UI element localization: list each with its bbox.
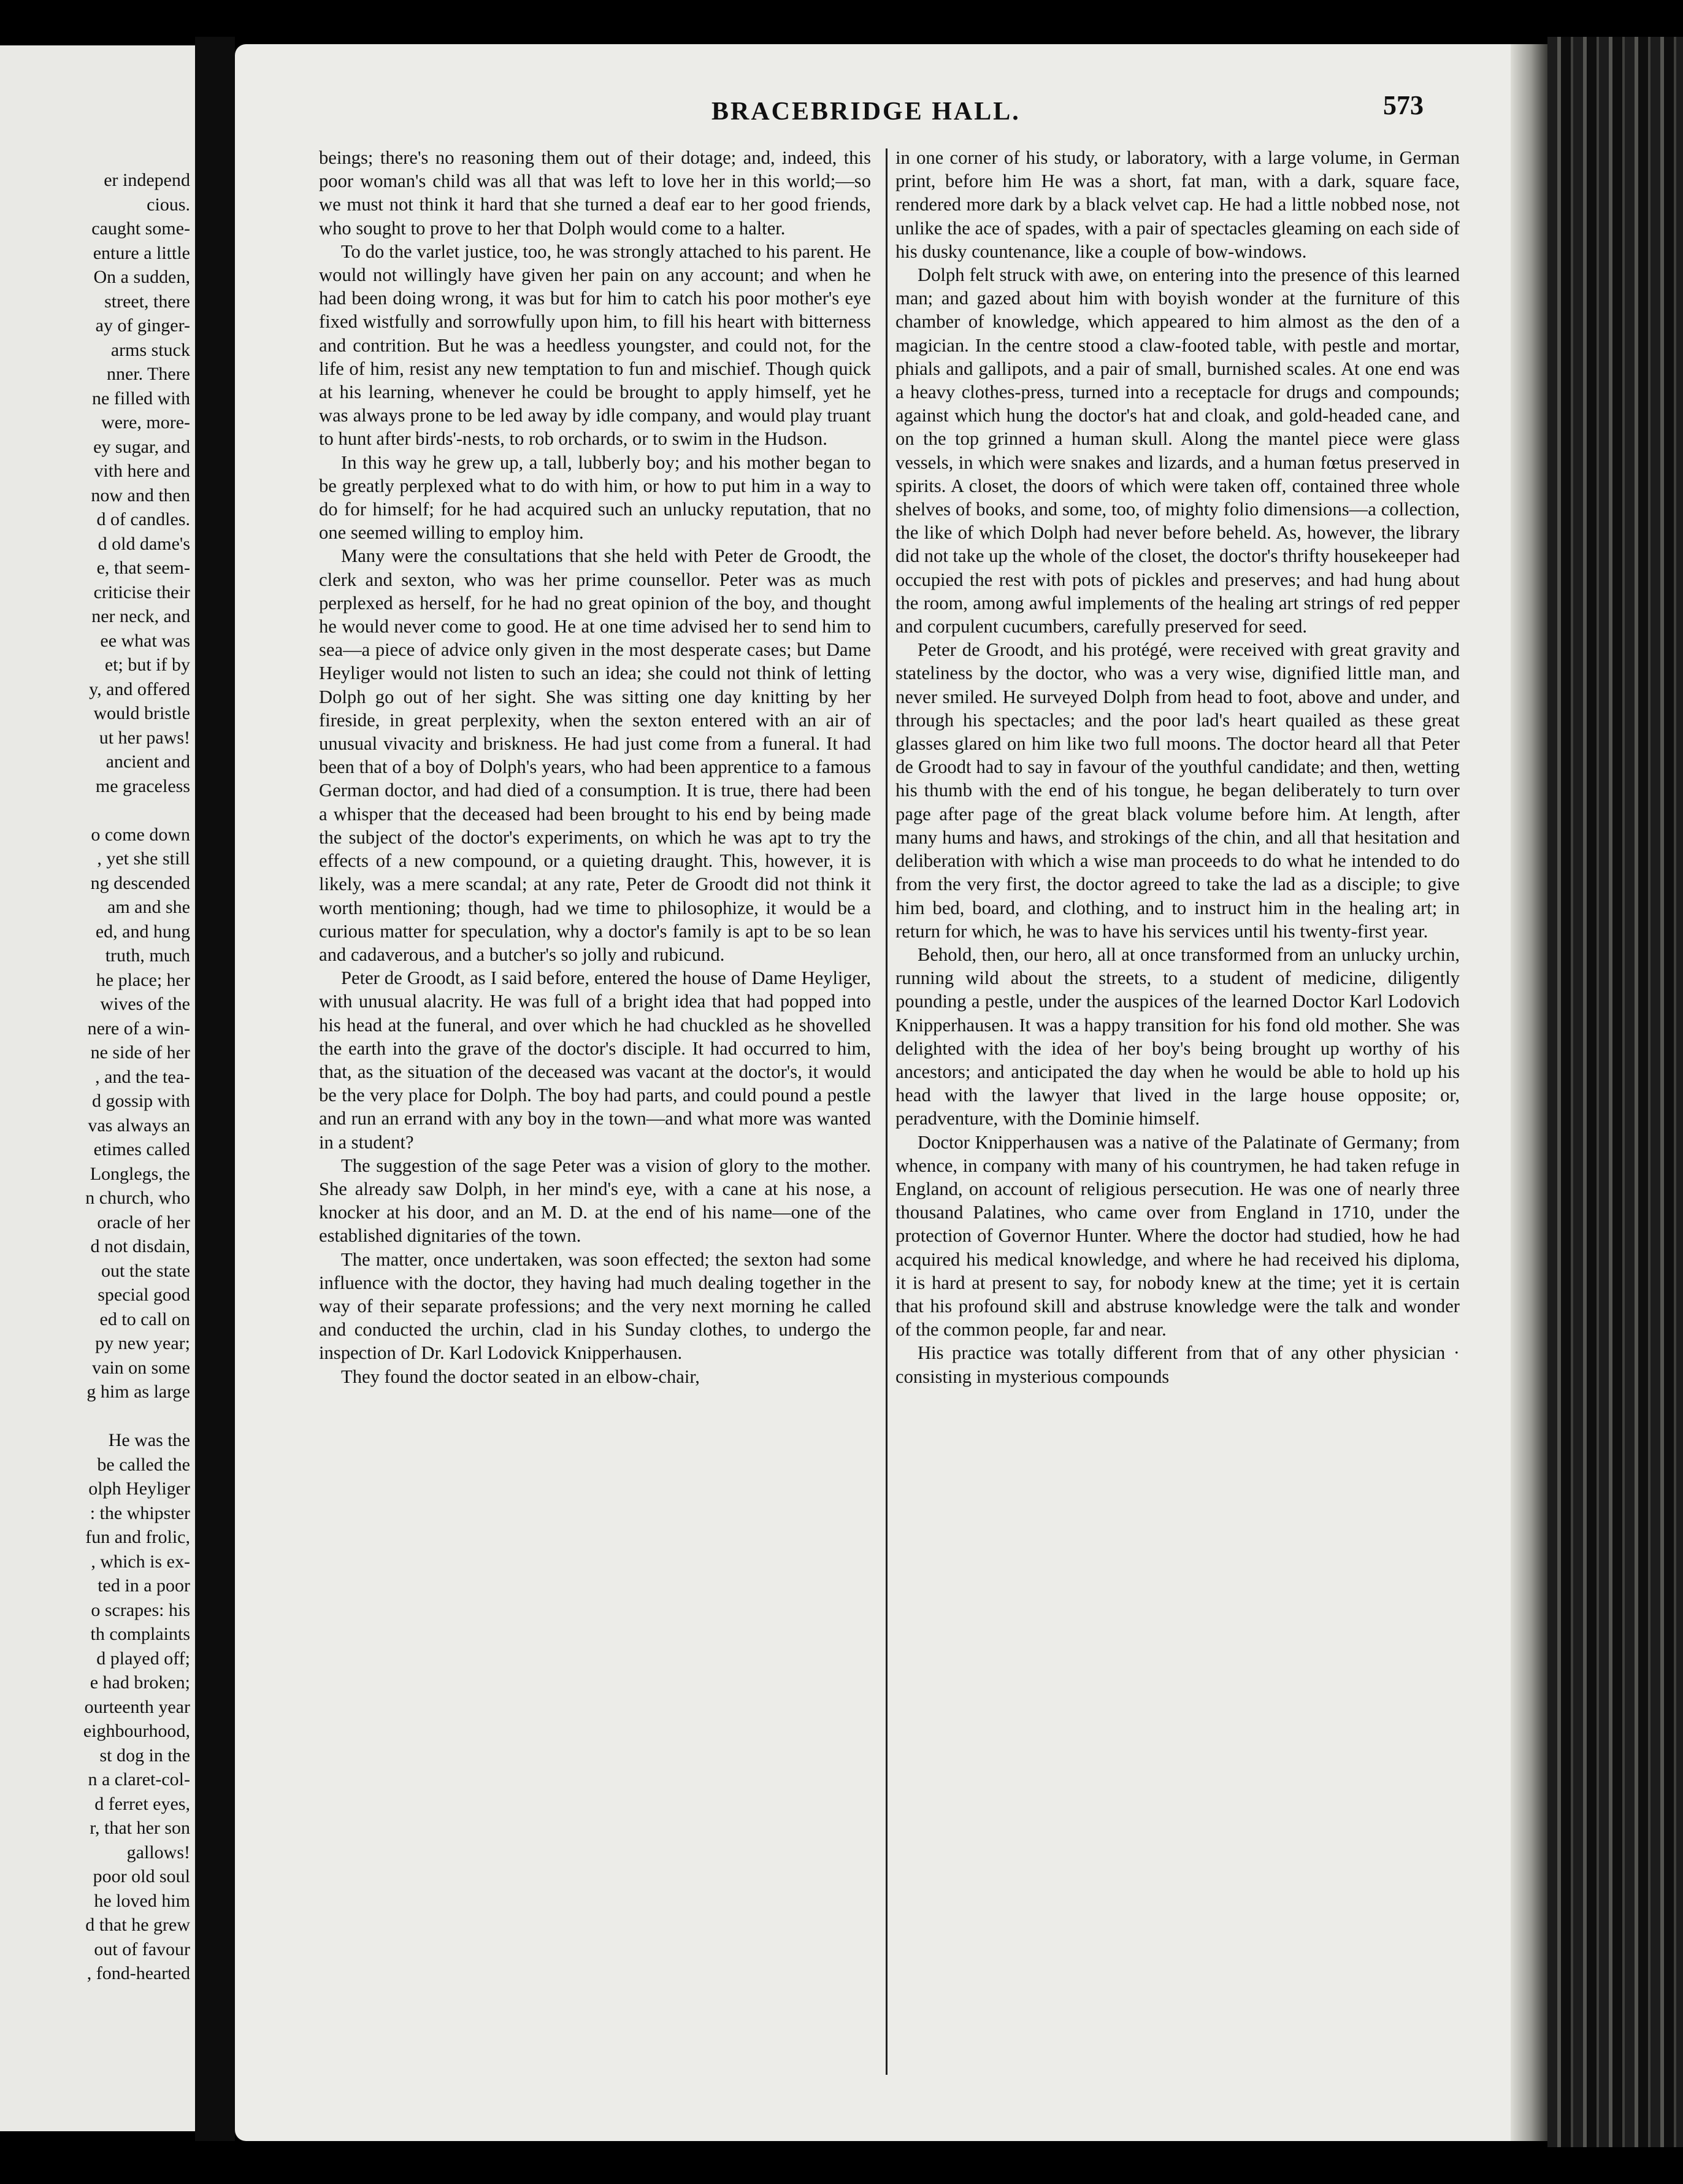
fragment-line xyxy=(1,1404,190,1429)
fragment-line: o scrapes: his xyxy=(91,1599,190,1620)
fragment-line: ourteenth year xyxy=(84,1696,190,1717)
fragment-line: caught some- xyxy=(91,218,190,239)
fragment-line: n a claret-col- xyxy=(88,1769,190,1790)
fragment-line: ee what was xyxy=(100,630,190,651)
fragment-line: he loved him xyxy=(94,1890,190,1911)
fragment-line: d that he grew xyxy=(85,1915,190,1935)
fragment-line: ay of ginger- xyxy=(95,315,190,336)
paragraph: His practice was totally different from that of any other physician · consisting in mysterious compounds xyxy=(895,1342,1460,1387)
fragment-line: He was the xyxy=(108,1430,190,1450)
fragment-line: g him as large xyxy=(86,1382,190,1402)
fragment-line: me graceless xyxy=(95,775,190,796)
fragment-line: , yet she still xyxy=(97,848,190,869)
fragment-line: ne side of her xyxy=(90,1042,190,1063)
fragment-line: , and the tea- xyxy=(95,1066,190,1087)
fragment-line: ted in a poor xyxy=(98,1575,190,1596)
fragment-line: special good xyxy=(98,1285,190,1305)
fragment-line: enture a little xyxy=(93,242,190,263)
book-binding xyxy=(1547,37,1683,2147)
paragraph: Doctor Knipperhausen was a native of the Palatinate of Germany; from whence, in company with many of his countrymen, he had taken refuge in England, on account of religious persecution. He was one of nearly three thousand Palatines, who came over from England in 1710, under the protection of Governor Hunter. Where the doctor had studied, how he had acquired his medical knowledge, and where he had received his diploma, it is hard at present to say, for nobody knew at the time; yet it is certain that his profound skill and abstruse knowledge were the talk and wonder of the common people, far and near. xyxy=(895,1131,1460,1340)
page-gutter xyxy=(195,37,235,2141)
text-column-left xyxy=(319,146,871,1388)
fragment-line: gallows! xyxy=(126,1842,190,1863)
fragment-line: y, and offered xyxy=(89,679,190,699)
fragment-line: oracle of her xyxy=(97,1212,190,1232)
column-rule xyxy=(886,148,888,2075)
fragment-line: nner. There xyxy=(106,364,190,384)
fragment-line: am and she xyxy=(107,897,190,917)
fragment-line: ed, and hung xyxy=(95,921,190,942)
fragment-line: vith here and xyxy=(94,461,190,481)
page-edge xyxy=(1511,44,1547,2141)
fragment-line: criticise their xyxy=(93,582,190,602)
fragment-line: Longlegs, the xyxy=(90,1163,190,1184)
fragment-line: truth, much xyxy=(105,945,190,966)
fragment-line xyxy=(1,798,190,823)
fragment-line: wives of the xyxy=(100,994,190,1014)
paragraph: The suggestion of the sage Peter was a vision of glory to the mother. She already saw Dolph, in her mind's eye, with a cane at his nose, a knocker at his door, and an M. D. at the end of his name—one of the established dignitaries of the town. xyxy=(319,1155,871,1247)
text-column-right xyxy=(895,146,1460,1388)
fragment-line: would bristle xyxy=(93,703,190,723)
fragment-line: On a sudden, xyxy=(93,267,190,287)
fragment-line: ne filled with xyxy=(92,388,190,409)
fragment-line: ner neck, and xyxy=(91,606,190,626)
fragment-line: th complaints xyxy=(90,1624,190,1644)
facing-page-text xyxy=(1,168,190,1986)
fragment-line: eighbourhood, xyxy=(83,1721,190,1741)
paragraph: beings; there's no reasoning them out of their dotage; and, indeed, this poor woman's child was all that was left to love her in this world;—so we must not think it hard that she turned a deaf ear to her good friends, who sought to prove to her that Dolph would come to a halter. xyxy=(319,147,871,239)
fragment-line: he place; her xyxy=(96,969,190,990)
fragment-line: d not disdain, xyxy=(90,1236,190,1256)
fragment-line: arms stuck xyxy=(110,339,190,360)
fragment-line: fun and frolic, xyxy=(85,1527,190,1547)
fragment-line: vas always an xyxy=(88,1115,190,1136)
paragraph: In this way he grew up, a tall, lubberly boy; and his mother began to be greatly perplexed what to do with him, or how to put him in a way to do for himself; for he had acquired such an unlucky reputation, that no one seemed willing to employ him. xyxy=(319,452,871,544)
paragraph: They found the doctor seated in an elbow-chair, xyxy=(341,1366,700,1387)
fragment-line: nere of a win- xyxy=(87,1018,190,1039)
fragment-line: ng descended xyxy=(90,872,190,893)
fragment-line: be called the xyxy=(97,1454,190,1475)
fragment-line: etimes called xyxy=(93,1139,190,1159)
paragraph: The matter, once undertaken, was soon effected; the sexton had some influence with the doctor, they having had much dealing together in the way of their separate professions; and the very next morning he called and conducted the urchin, clad in his Sunday clothes, to undergo the inspection of Dr. Karl Lodovick Knipperhausen. xyxy=(319,1248,871,1364)
fragment-line: n church, who xyxy=(85,1188,190,1208)
paragraph: Peter de Groodt, and his protégé, were received with great gravity and stateliness by the doctor, who was a very wise, dignified little man, and never smiled. He surveyed Dolph from head to foot, above and under, and through his spectacles; and the poor lad's heart quailed as these great glasses glared on him like two full moons. The doctor heard all that Peter de Groodt had to say in favour of the youthful candidate; and then, wetting his thumb with the end of his tongue, he began deliberately to turn over page after page of the great black volume before him. At length, after many hums and haws, and strokings of the chin, and all that hesitation and deliberation with which a wise man proceeds to do what he intended to do from the very first, the doctor agreed to take the lad as a disciple; to give him bed, board, and clothing, and to instruct him in the healing art; in return for which, he was to have his services until his twenty-first year. xyxy=(895,639,1460,942)
fragment-line: were, more- xyxy=(101,412,190,433)
fragment-line: ut her paws! xyxy=(99,727,190,748)
fragment-line: ed to call on xyxy=(99,1309,190,1329)
fragment-line: poor old soul xyxy=(93,1866,190,1886)
paragraph: Dolph felt struck with awe, on entering into the presence of this learned man; and gazed about him with boyish wonder at the furniture of this chamber of knowledge, which appeared to him almost as the den of a magician. In the centre stood a claw-footed table, with pestle and mortar, phials and gallipots, and a pair of small, burnished scales. At one end was a heavy clothes-press, turned into a receptacle for drugs and compounds; against which hung the doctor's hat and cloak, and gold-headed cane, and on the top grinned a human skull. Along the mantel piece were glass vessels, in which were snakes and lizards, and a human fœtus preserved in spirits. A closet, the doors of which were taken off, contained three whole shelves of books, and some, too, of mighty folio dimensions—a collection, the like of which Dolph had never before beheld. As, however, the library did not take up the whole of the closet, the doctor's thrifty housekeeper had occupied the rest with pots of pickles and preserves; and had hung about the room, among awful implements of the healing art strings of red pepper and corpulent cucumbers, carefully preserved for seed. xyxy=(895,264,1460,637)
fragment-line: e had broken; xyxy=(90,1672,190,1693)
fragment-line: er independ xyxy=(104,170,190,190)
fragment-line: d played off; xyxy=(96,1648,190,1669)
fragment-line: d of candles. xyxy=(96,509,190,529)
fragment-line: o come down xyxy=(91,824,190,845)
fragment-line: r, that her son xyxy=(90,1818,190,1838)
fragment-line: ey sugar, and xyxy=(93,436,190,457)
fragment-line: e, that seem- xyxy=(96,558,190,578)
fragment-line: d gossip with xyxy=(91,1091,190,1111)
fragment-line: out the state xyxy=(101,1260,190,1281)
paragraph: To do the varlet justice, too, he was strongly attached to his parent. He would not willingly have given her pain on any account; and when he had been doing wrong, it was but for him to catch his poor mother's eye fixed wistfully and sorrowfully upon him, to fill his heart with bitterness and contrition. But he was a heedless youngster, and could not, for the life of him, resist any new temptation to fun and mischief. Though quick at his learning, whenever he could be brought to apply himself, yet he was always prone to be led away by idle company, and would play truant to hunt after birds'-nests, to rob orchards, or to swim in the Hudson. xyxy=(319,240,871,450)
fragment-line: d old dame's xyxy=(98,533,190,554)
fragment-line: olph Heyliger xyxy=(88,1478,190,1499)
fragment-line: out of favour xyxy=(94,1939,190,1959)
fragment-line: ancient and xyxy=(105,752,190,772)
fragment-line: , which is ex- xyxy=(91,1551,190,1572)
fragment-line: et; but if by xyxy=(104,655,190,675)
paragraph: Behold, then, our hero, all at once transformed from an unlucky urchin, running wild about the streets, to a student of medicine, diligently pounding a pestle, under the auspices of the learned Doctor Karl Lodovich Knipperhausen. It was a happy transition for his fond old mother. She was delighted with the idea of her boy's being brought up worthy of his ancestors; and anticipated the day when he would be able to hold up his head with the lawyer that lived in the large house opposite; or, peradventure, with the Dominie himself. xyxy=(895,944,1460,1129)
paragraph: in one corner of his study, or laboratory, with a large volume, in German print, before him He was a short, fat man, with a dark, square face, rendered more dark by a black velvet cap. He had a little nobbed nose, not unlike the ace of spades, with a pair of spectacles gleaming on each side of his dusky countenance, like a couple of bow-windows. xyxy=(895,147,1460,262)
fragment-line: d ferret eyes, xyxy=(94,1793,190,1814)
fragment-line: : the whipster xyxy=(90,1502,190,1523)
fragment-line: st dog in the xyxy=(99,1745,190,1766)
running-title: BRACEBRIDGE HALL. xyxy=(711,98,1021,126)
paragraph: Peter de Groodt, as I said before, entered the house of Dame Heyliger, with unusual alacrity. He was full of a bright idea that had popped into his head at the funeral, and over which he had chuckled as he shovelled the earth into the grave of the doctor's disciple. It had occurred to him, that, as the situation of the deceased was vacant at the doctor's, it would be the very place for Dolph. The boy had parts, and could pound a pestle and run an errand with any boy in the town—and what more was wanted in a student? xyxy=(319,967,871,1153)
fragment-line: cious. xyxy=(147,194,190,215)
paragraph: Many were the consultations that she held with Peter de Groodt, the clerk and sexton, who was her prime counsellor. Peter was as much perplexed as herself, for he had no great opinion of the boy, and thought he would never come to good. He at one time advised her to send him to sea—a piece of advice only given in the most desperate cases; but Dame Heyliger would not listen to such an idea; she could not think of letting Dolph go out of her sight. She was sitting one day knitting by her fireside, in great perplexity, when the sexton entered with an air of unusual vivacity and briskness. He had just come from a funeral. It had been that of a boy of Dolph's years, who had been apprentice to a famous German doctor, and had died of a consumption. It is true, there had been a whisper that the deceased had been brought to his end by being made the subject of the doctor's experiments, on which he was apt to try the effects of a new compound, or a quieting draught. This, however, it is likely, was a mere scandal; at any rate, Peter de Groodt did not think it worth mentioning; though, had we time to philosophize, it would be a curious matter for speculation, why a doctor's family is apt to be so lean and cadaverous, and a butcher's so jolly and rubicund. xyxy=(319,545,871,965)
fragment-line: now and then xyxy=(91,485,190,506)
page-number: 573 xyxy=(1383,90,1424,120)
fragment-line: py new year; xyxy=(95,1333,190,1353)
facing-page-fragment xyxy=(0,45,195,2131)
fragment-line: , fond-hearted xyxy=(86,1963,190,1983)
fragment-line: street, there xyxy=(104,291,190,312)
fragment-line: vain on some xyxy=(92,1357,190,1378)
